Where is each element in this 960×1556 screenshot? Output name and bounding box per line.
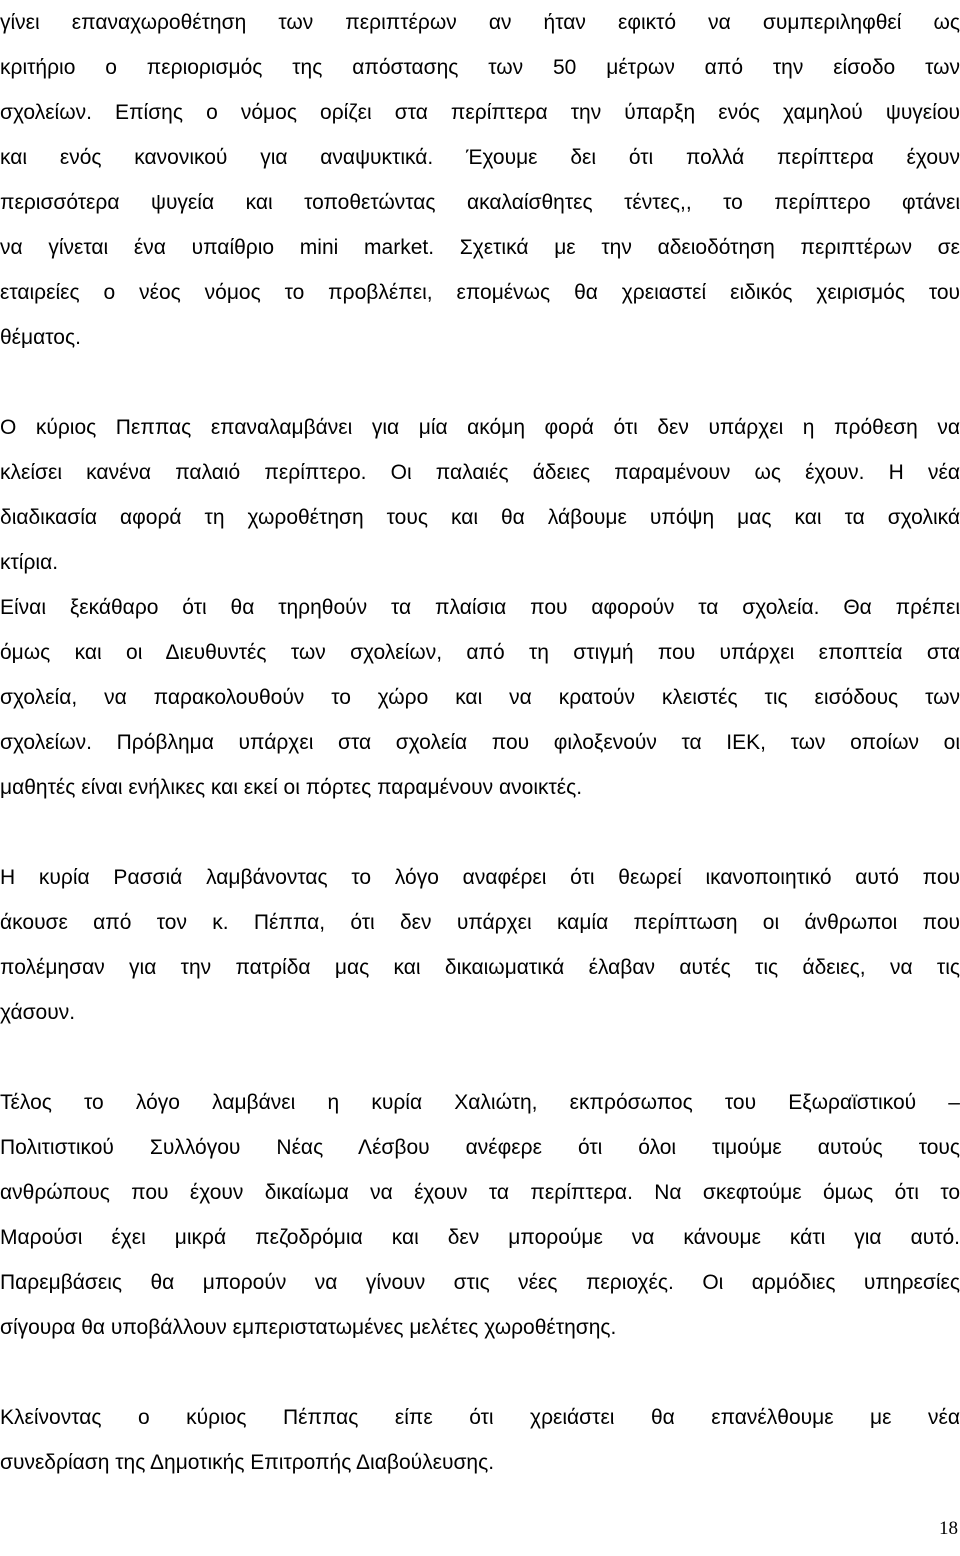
text-line: κριτήριο ο περιορισμός της απόστασης των 50 μέτρων από την είσοδο των [0,56,960,79]
page-number: 18 [939,1518,958,1539]
text-line: κτίρια. [0,551,59,574]
text-line: Μαρούσι έχει μικρά πεζοδρόμια και δεν μπορούμε να κάνουμε κάτι για αυτό. [0,1226,960,1249]
text-line: και ενός κανονικού για αναψυκτικά. Έχουμε δει ότι πολλά περίπτερα έχουν [0,146,960,169]
text-line: Τέλος το λόγο λαμβάνει η κυρία Χαλιώτη, εκπρόσωπος του Εξωραϊστικού – [0,1091,960,1114]
text-line: Παρεμβάσεις θα μπορούν να γίνουν στις νέες περιοχές. Οι αρμόδιες υπηρεσίες [0,1271,960,1294]
text-line: γίνει επαναχωροθέτηση των περιπτέρων αν ήταν εφικτό να συμπεριληφθεί ως [0,11,960,34]
text-line: άκουσε από τον κ. Πέππα, ότι δεν υπάρχει καμία περίπτωση οι άνθρωποι που [0,911,960,934]
text-line: Κλείνοντας ο κύριος Πέππας είπε ότι χρειάστει θα επανέλθουμε με νέα [0,1406,960,1429]
paragraph-closing-remarks [0,1395,960,1485]
text-line: σχολείων. Επίσης ο νόμος ορίζει στα περίπτερα την ύπαρξη ενός χαμηλού ψυγείου [0,101,960,124]
text-line: Η κυρία Ρασσιά λαμβάνοντας το λόγο αναφέρει ότι θεωρεί ικανοποιητικό αυτό που [0,866,960,889]
text-line: διαδικασία αφορά τη χωροθέτηση τους και θα λάβουμε υπόψη μας και τα σχολικά [0,506,960,529]
paragraph-kiosk-law [0,0,960,360]
paragraph-spacer [0,810,960,855]
text-line: ανθρώπους που έχουν δικαίωμα να έχουν τα περίπτερα. Να σκεφτούμε όμως ότι το [0,1181,960,1204]
paragraph-spacer [0,1035,960,1080]
text-line: σίγουρα θα υποβάλλουν εμπεριστατωμένες μελέτες χωροθέτησης. [0,1316,617,1339]
text-line: σχολείων. Πρόβλημα υπάρχει στα σχολεία που φιλοξενούν τα ΙΕΚ, των οποίων οι [0,731,960,754]
text-line: μαθητές είναι ενήλικες και εκεί οι πόρτες παραμένουν ανοικτές. [0,776,583,799]
text-line: να γίνεται ένα υπαίθριο mini market. Σχετικά με την αδειοδότηση περιπτέρων σε [0,236,960,259]
text-line: Πολιτιστικού Συλλόγου Νέας Λέσβου ανέφερε ότι όλοι τιμούμε αυτούς τους [0,1136,960,1159]
paragraph-spacer [0,1350,960,1395]
paragraph-rassia-statement [0,855,960,1035]
text-line: όμως και οι Διευθυντές των σχολείων, από τη στιγμή που υπάρχει εποπτεία στα [0,641,960,664]
paragraph-spacer [0,360,960,405]
text-line: Είναι ξεκάθαρο ότι θα τηρηθούν τα πλαίσια που αφορούν τα σχολεία. Θα πρέπει [0,596,960,619]
paragraph-chalioti-statement [0,1080,960,1350]
text-line: θέματος. [0,326,81,349]
paragraph-peppas-statement [0,405,960,810]
text-line: περισσότερα ψυγεία και τοποθετώντας ακαλαίσθητες τέντες,, το περίπτερο φτάνει [0,191,960,214]
text-line: συνεδρίαση της Δημοτικής Επιτροπής Διαβούλευσης. [0,1451,495,1474]
text-line: κλείσει κανένα παλαιό περίπτερο. Οι παλαιές άδειες παραμένουν ως έχουν. Η νέα [0,461,960,484]
text-line: πολέμησαν για την πατρίδα μας και δικαιωματικά έλαβαν αυτές τις άδειες, να τις [0,956,960,979]
text-line: εταιρείες ο νέος νόμος το προβλέπει, επομένως θα χρειαστεί ειδικός χειρισμός του [0,281,960,304]
text-line: χάσουν. [0,1001,76,1024]
text-line: σχολεία, να παρακολουθούν το χώρο και να κρατούν κλειστές τις εισόδους των [0,686,960,709]
text-line: Ο κύριος Πεππας επαναλαμβάνει για μία ακόμη φορά ότι δεν υπάρχει η πρόθεση να [0,416,960,439]
